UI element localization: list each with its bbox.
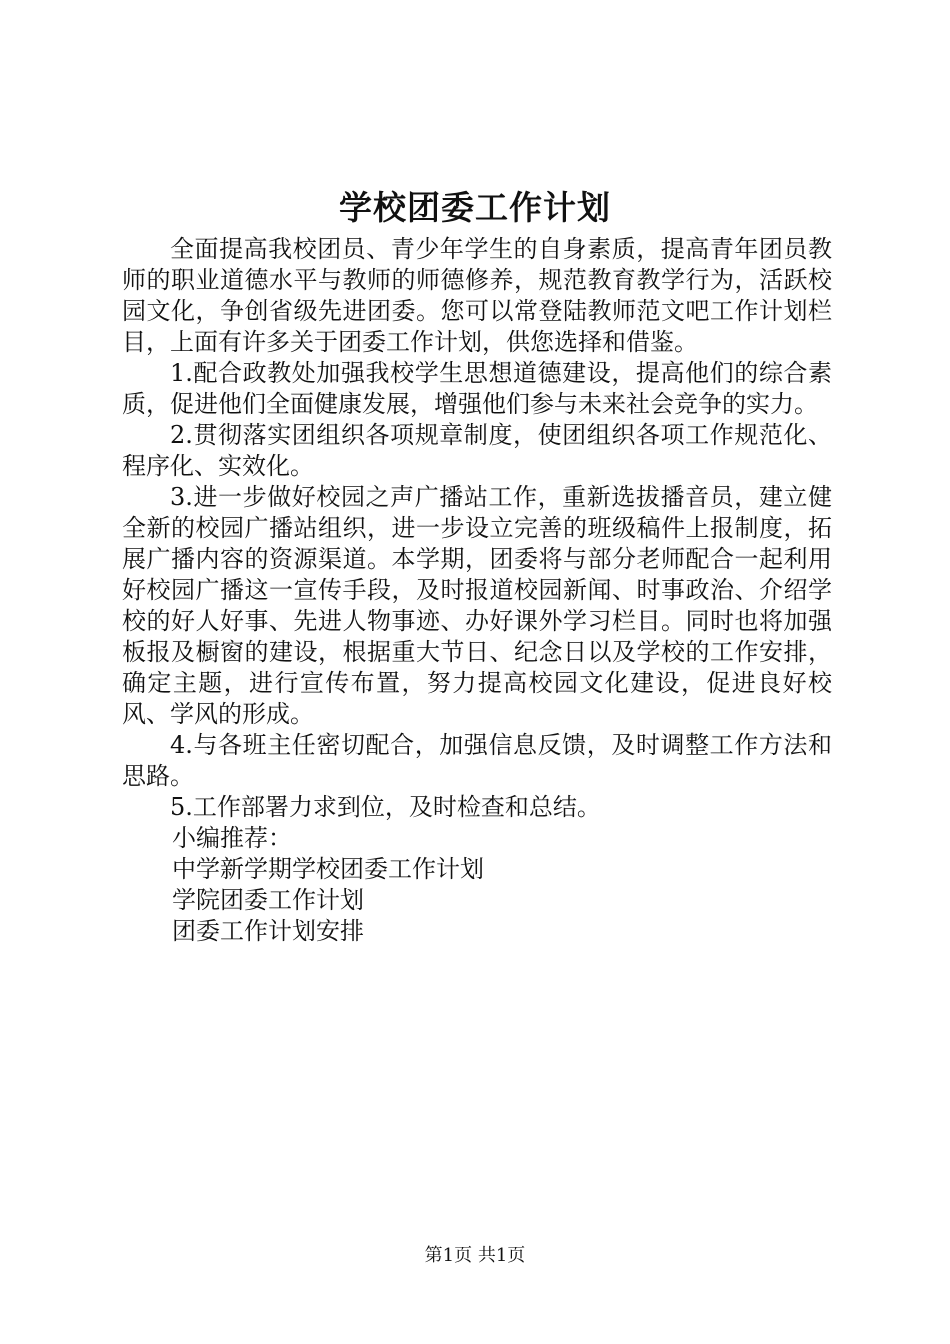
recommend-link-3[interactable]: 团委工作计划安排 [172,917,364,945]
item-3-paragraph: 3.进一步做好校园之声广播站工作，重新选拔播音员，建立健全新的校园广播站组织，进一步设立完善的班级稿件上报制度，拓展广播内容的资源渠道。本学期，团委将与部分老师配合一起利用好校园广播这一宣传手段，及时报道校园新闻、时事政治、介绍学校的好人好事、先进人物事迹、办好课外学习栏目。同时也将加强板报及橱窗的建设，根据重大节日、纪念日以及学校的工作安排，确定主题，进行宣传布置，努力提高校园文化建设，促进良好校风、学风的形成。 [122,483,832,728]
recommend-link-1[interactable]: 中学新学期学校团委工作计划 [172,855,484,883]
item-2-paragraph: 2.贯彻落实团组织各项规章制度，使团组织各项工作规范化、程序化、实效化。 [122,421,832,480]
document-title: 学校团委工作计划 [339,188,611,227]
item-1-paragraph: 1.配合政教处加强我校学生思想道德建设，提高他们的综合素质，促进他们全面健康发展，增强他们参与未来社会竞争的实力。 [122,359,832,418]
item-4-paragraph: 4.与各班主任密切配合，加强信息反馈，及时调整工作方法和思路。 [122,731,832,790]
item-5-paragraph: 5.工作部署力求到位，及时检查和总结。 [170,793,601,821]
document-body [122,234,832,947]
recommend-link-2[interactable]: 学院团委工作计划 [172,886,364,914]
intro-paragraph: 全面提高我校团员、青少年学生的自身素质，提高青年团员教师的职业道德水平与教师的师德修养，规范教育教学行为，活跃校园文化，争创省级先进团委。您可以常登陆教师范文吧工作计划栏目，上面有许多关于团委工作计划，供您选择和借鉴。 [122,235,832,356]
recommend-label: 小编推荐： [172,824,292,852]
page-footer: 第1页 共1页 [424,1245,526,1266]
